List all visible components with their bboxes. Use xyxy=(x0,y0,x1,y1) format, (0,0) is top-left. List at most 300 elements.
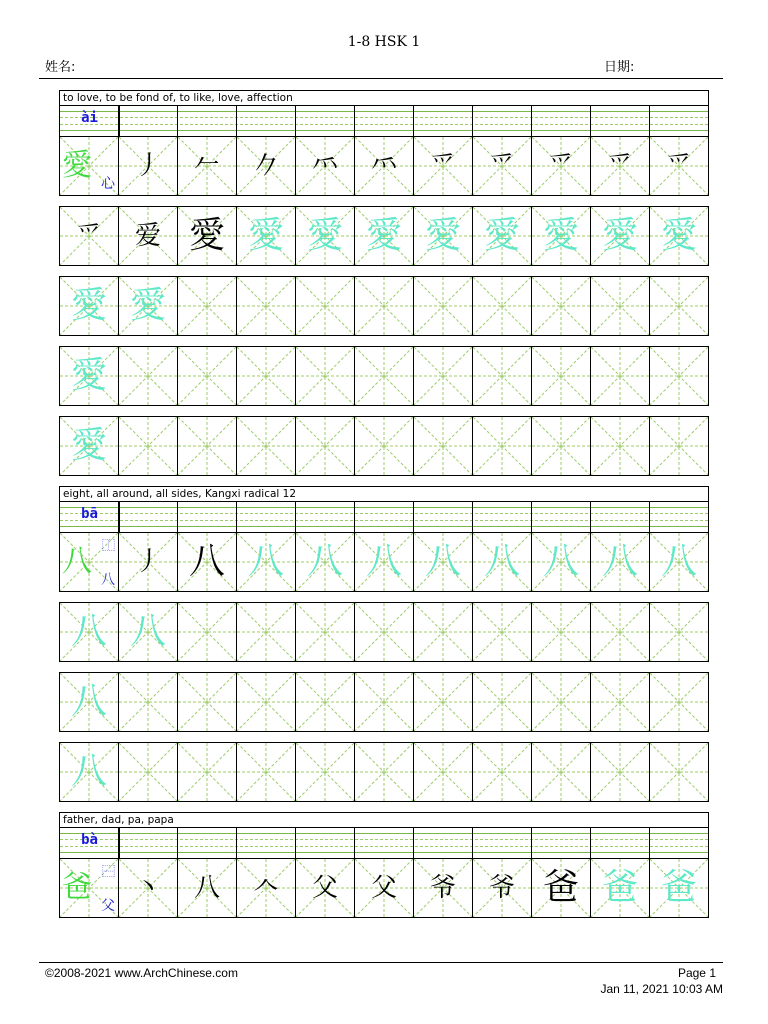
empty-practice-cell[interactable] xyxy=(355,417,414,475)
empty-practice-cell[interactable] xyxy=(119,673,178,731)
empty-practice-cell[interactable] xyxy=(296,603,355,661)
trace-character: 愛 xyxy=(424,215,461,256)
pinyin-text: bà xyxy=(81,832,98,848)
cell-guide-lines xyxy=(591,277,649,335)
footer-divider xyxy=(39,962,723,963)
empty-practice-cell[interactable] xyxy=(473,417,532,475)
empty-practice-cell[interactable] xyxy=(355,743,414,801)
character-cell xyxy=(119,859,178,917)
cell-guide-lines xyxy=(296,743,354,801)
cell-guide-lines xyxy=(119,743,177,801)
character-entry xyxy=(59,90,709,476)
empty-practice-cell[interactable] xyxy=(591,673,650,731)
empty-practice-cell[interactable] xyxy=(532,743,591,801)
pinyin-cell-divider xyxy=(531,502,532,532)
practice-row xyxy=(59,276,709,336)
cell-guide-lines xyxy=(591,603,649,661)
stroke-order-step: 爷 xyxy=(488,873,515,903)
structure-icon: ⿰ xyxy=(101,539,115,554)
cell-guide-lines xyxy=(178,603,236,661)
stroke-order-step: 𠆢 xyxy=(252,873,279,903)
radical-label: 父 xyxy=(101,898,115,914)
practice-row xyxy=(59,416,709,476)
cell-guide-lines xyxy=(296,673,354,731)
empty-practice-cell[interactable] xyxy=(591,277,650,335)
trace-character: 愛 xyxy=(542,215,579,256)
pinyin-cell-divider xyxy=(590,502,591,532)
pinyin-cell-divider xyxy=(295,502,296,532)
row-gap xyxy=(59,662,709,672)
empty-practice-cell[interactable] xyxy=(296,673,355,731)
pinyin-cell-divider xyxy=(472,502,473,532)
model-character: 愛 xyxy=(62,148,92,183)
row-gap xyxy=(59,196,709,206)
trace-character: 八 xyxy=(70,681,107,722)
character-cell xyxy=(237,533,296,591)
character-cell xyxy=(473,533,532,591)
cell-guide-lines xyxy=(355,277,413,335)
cell-guide-lines xyxy=(355,603,413,661)
cell-guide-lines xyxy=(237,417,295,475)
cell-guide-lines xyxy=(650,603,708,661)
stroke-order-step: 愛 xyxy=(188,215,225,256)
stroke-order-step: 𠂉 xyxy=(193,151,220,181)
empty-practice-cell[interactable] xyxy=(532,603,591,661)
empty-practice-cell[interactable] xyxy=(532,347,591,405)
trace-character: 八 xyxy=(247,541,284,582)
empty-practice-cell[interactable] xyxy=(119,347,178,405)
cell-guide-lines xyxy=(237,347,295,405)
character-cell xyxy=(60,859,119,917)
stroke-order-step: 爫 xyxy=(606,151,633,181)
character-cell xyxy=(355,533,414,591)
empty-practice-cell[interactable] xyxy=(119,417,178,475)
character-cell xyxy=(60,347,119,405)
pinyin-cell-divider xyxy=(413,502,414,532)
pinyin-cell-divider xyxy=(413,828,414,858)
empty-practice-cell[interactable] xyxy=(237,743,296,801)
character-cell xyxy=(591,859,650,917)
cell-guide-lines xyxy=(473,673,531,731)
pinyin-cell-divider xyxy=(472,106,473,136)
practice-row xyxy=(59,532,709,592)
empty-practice-cell[interactable] xyxy=(591,347,650,405)
date-label: 日期: xyxy=(604,60,635,75)
meaning-text: father, dad, pa, papa xyxy=(59,812,709,828)
cell-guide-lines xyxy=(178,673,236,731)
trace-character: 愛 xyxy=(306,215,343,256)
empty-practice-cell[interactable] xyxy=(650,743,708,801)
character-entry xyxy=(59,486,709,802)
character-cell xyxy=(178,207,237,265)
practice-row xyxy=(59,858,709,918)
row-gap xyxy=(59,336,709,346)
stroke-order-step: 爫 xyxy=(547,151,574,181)
empty-practice-cell[interactable] xyxy=(414,743,473,801)
character-cell xyxy=(591,533,650,591)
empty-practice-cell[interactable] xyxy=(532,277,591,335)
empty-practice-cell[interactable] xyxy=(650,347,708,405)
empty-practice-cell[interactable] xyxy=(532,673,591,731)
cell-guide-lines xyxy=(591,347,649,405)
meaning-text: eight, all around, all sides, Kangxi radical 12 xyxy=(59,486,709,502)
trace-character: 八 xyxy=(306,541,343,582)
cell-guide-lines xyxy=(473,417,531,475)
pinyin-guide-lines xyxy=(60,106,708,136)
character-cell xyxy=(591,207,650,265)
empty-practice-cell[interactable] xyxy=(355,277,414,335)
character-cell xyxy=(60,673,119,731)
empty-practice-cell[interactable] xyxy=(355,603,414,661)
cell-guide-lines xyxy=(237,277,295,335)
empty-practice-cell[interactable] xyxy=(178,417,237,475)
character-cell xyxy=(60,207,119,265)
empty-practice-cell[interactable] xyxy=(473,743,532,801)
empty-practice-cell[interactable] xyxy=(355,347,414,405)
empty-practice-cell[interactable] xyxy=(296,417,355,475)
trace-character: 八 xyxy=(424,541,461,582)
trace-character: 愛 xyxy=(483,215,520,256)
pinyin-cell xyxy=(60,828,120,858)
cell-guide-lines xyxy=(414,603,472,661)
pinyin-cell-divider xyxy=(236,502,237,532)
row-gap xyxy=(59,266,709,276)
pinyin-text: ài xyxy=(81,110,98,126)
trace-character: 愛 xyxy=(70,425,107,466)
row-gap xyxy=(59,732,709,742)
character-cell xyxy=(532,137,591,195)
pinyin-cell-divider xyxy=(295,828,296,858)
character-cell xyxy=(119,137,178,195)
empty-practice-cell[interactable] xyxy=(591,417,650,475)
character-entry xyxy=(59,812,709,918)
empty-practice-cell[interactable] xyxy=(237,277,296,335)
cell-guide-lines xyxy=(650,277,708,335)
trace-character: 愛 xyxy=(70,285,107,326)
empty-practice-cell[interactable] xyxy=(414,417,473,475)
trace-character: 愛 xyxy=(660,215,697,256)
stroke-order-step: 𠂊 xyxy=(252,151,279,181)
trace-character: 八 xyxy=(70,751,107,792)
empty-practice-cell[interactable] xyxy=(237,417,296,475)
character-cell xyxy=(178,859,237,917)
trace-character: 爸 xyxy=(660,867,697,908)
character-cell xyxy=(414,137,473,195)
cell-guide-lines xyxy=(355,417,413,475)
character-cell xyxy=(60,533,119,591)
character-cell xyxy=(60,137,119,195)
trace-character: 愛 xyxy=(601,215,638,256)
cell-guide-lines xyxy=(119,347,177,405)
cell-guide-lines xyxy=(355,743,413,801)
character-cell xyxy=(532,533,591,591)
trace-character: 八 xyxy=(70,611,107,652)
character-cell xyxy=(296,137,355,195)
stroke-order-step: 丿 xyxy=(134,151,161,181)
pinyin-row xyxy=(59,828,709,858)
character-cell xyxy=(414,207,473,265)
character-cell xyxy=(296,207,355,265)
pinyin-cell xyxy=(60,502,120,532)
character-cell xyxy=(532,207,591,265)
entry-gap xyxy=(59,802,709,812)
pinyin-cell-divider xyxy=(236,106,237,136)
cell-guide-lines xyxy=(296,347,354,405)
empty-practice-cell[interactable] xyxy=(473,673,532,731)
pinyin-dashed-line xyxy=(60,520,708,521)
empty-practice-cell[interactable] xyxy=(591,743,650,801)
model-character: 八 xyxy=(62,544,92,579)
empty-practice-cell[interactable] xyxy=(355,673,414,731)
trace-character: 愛 xyxy=(365,215,402,256)
trace-character: 愛 xyxy=(129,285,166,326)
cell-guide-lines xyxy=(414,347,472,405)
stroke-order-step: 爫 xyxy=(429,151,456,181)
pinyin-guide-lines xyxy=(60,502,708,532)
trace-character: 八 xyxy=(365,541,402,582)
cell-guide-lines xyxy=(296,417,354,475)
character-cell xyxy=(237,137,296,195)
header-divider xyxy=(39,78,723,79)
stroke-order-step: 爫 xyxy=(665,151,692,181)
cell-guide-lines xyxy=(650,673,708,731)
empty-practice-cell[interactable] xyxy=(650,603,708,661)
pinyin-cell-divider xyxy=(118,106,119,136)
cell-guide-lines xyxy=(532,743,590,801)
character-cell xyxy=(355,859,414,917)
cell-guide-lines xyxy=(650,417,708,475)
empty-practice-cell[interactable] xyxy=(473,603,532,661)
character-cell xyxy=(60,417,119,475)
empty-practice-cell[interactable] xyxy=(119,743,178,801)
cell-guide-lines xyxy=(532,277,590,335)
character-cell xyxy=(591,137,650,195)
cell-guide-lines xyxy=(473,743,531,801)
practice-row xyxy=(59,602,709,662)
character-cell xyxy=(237,859,296,917)
empty-practice-cell[interactable] xyxy=(237,347,296,405)
empty-practice-cell[interactable] xyxy=(178,277,237,335)
practice-row xyxy=(59,206,709,266)
stroke-order-step: 爱 xyxy=(134,221,161,251)
pinyin-row xyxy=(59,106,709,136)
character-cell xyxy=(60,743,119,801)
cell-guide-lines xyxy=(414,417,472,475)
character-cell xyxy=(296,859,355,917)
character-cell xyxy=(650,533,708,591)
character-cell xyxy=(473,859,532,917)
cell-guide-lines xyxy=(532,673,590,731)
cell-guide-lines xyxy=(532,347,590,405)
cell-guide-lines xyxy=(178,347,236,405)
pinyin-cell-divider xyxy=(649,828,650,858)
pinyin-cell-divider xyxy=(118,828,119,858)
pinyin-dashed-line xyxy=(60,513,708,514)
cell-guide-lines xyxy=(473,347,531,405)
empty-practice-cell[interactable] xyxy=(296,347,355,405)
pinyin-cell-divider xyxy=(649,502,650,532)
empty-practice-cell[interactable] xyxy=(178,743,237,801)
empty-practice-cell[interactable] xyxy=(591,603,650,661)
pinyin-cell-divider xyxy=(354,828,355,858)
empty-practice-cell[interactable] xyxy=(414,673,473,731)
trace-character: 八 xyxy=(129,611,166,652)
empty-practice-cell[interactable] xyxy=(296,743,355,801)
stroke-order-step: 爷 xyxy=(429,873,456,903)
character-cell xyxy=(119,277,178,335)
practice-row xyxy=(59,672,709,732)
name-label: 姓名: xyxy=(45,60,76,75)
character-cell xyxy=(355,137,414,195)
character-cell xyxy=(414,533,473,591)
empty-practice-cell[interactable] xyxy=(650,277,708,335)
cell-guide-lines xyxy=(591,417,649,475)
stroke-order-step: 爫 xyxy=(75,221,102,251)
cell-guide-lines xyxy=(532,603,590,661)
trace-character: 愛 xyxy=(247,215,284,256)
pinyin-cell-divider xyxy=(413,106,414,136)
empty-practice-cell[interactable] xyxy=(414,603,473,661)
pinyin-dashed-line xyxy=(60,117,708,118)
character-cell xyxy=(650,859,708,917)
character-cell xyxy=(237,207,296,265)
trace-character: 爸 xyxy=(601,867,638,908)
pinyin-cell-divider xyxy=(118,502,119,532)
cell-guide-lines xyxy=(178,417,236,475)
model-character: 爸 xyxy=(62,870,92,905)
empty-practice-cell[interactable] xyxy=(650,417,708,475)
empty-practice-cell[interactable] xyxy=(178,673,237,731)
cell-guide-lines xyxy=(414,673,472,731)
cell-guide-lines xyxy=(414,743,472,801)
character-cell xyxy=(473,207,532,265)
row-gap xyxy=(59,592,709,602)
empty-practice-cell[interactable] xyxy=(414,277,473,335)
pinyin-cell-divider xyxy=(177,106,178,136)
cell-guide-lines xyxy=(414,277,472,335)
entry-gap xyxy=(59,476,709,486)
cell-guide-lines xyxy=(355,673,413,731)
print-timestamp: Jan 11, 2021 10:03 AM xyxy=(600,982,723,996)
stroke-order-step: 爫 xyxy=(488,151,515,181)
structure-icon: ⿱ xyxy=(101,865,115,880)
empty-practice-cell[interactable] xyxy=(296,277,355,335)
character-cell xyxy=(119,207,178,265)
pinyin-cell-divider xyxy=(177,502,178,532)
empty-practice-cell[interactable] xyxy=(178,347,237,405)
character-cell xyxy=(178,533,237,591)
pinyin-dashed-line xyxy=(60,846,708,847)
pinyin-dashed-line xyxy=(60,124,708,125)
character-cell xyxy=(473,137,532,195)
pinyin-cell-divider xyxy=(531,828,532,858)
page-title: 1-8 HSK 1 xyxy=(347,34,421,50)
pinyin-cell-divider xyxy=(354,502,355,532)
character-cell xyxy=(178,137,237,195)
character-cell xyxy=(119,603,178,661)
cell-guide-lines xyxy=(237,673,295,731)
cell-guide-lines xyxy=(296,277,354,335)
stroke-order-step: 八 xyxy=(193,873,220,903)
pinyin-cell xyxy=(60,106,120,136)
empty-practice-cell[interactable] xyxy=(237,673,296,731)
character-cell xyxy=(414,859,473,917)
cell-guide-lines xyxy=(532,417,590,475)
cell-guide-lines xyxy=(591,673,649,731)
cell-guide-lines xyxy=(473,277,531,335)
page-number: Page 1 xyxy=(677,966,716,980)
cell-guide-lines xyxy=(473,603,531,661)
stroke-order-step: 父 xyxy=(311,873,338,903)
empty-practice-cell[interactable] xyxy=(414,347,473,405)
trace-character: 八 xyxy=(660,541,697,582)
pinyin-guide-lines xyxy=(60,828,708,858)
pinyin-cell-divider xyxy=(177,828,178,858)
trace-character: 愛 xyxy=(70,355,107,396)
character-cell xyxy=(60,277,119,335)
cell-guide-lines xyxy=(355,347,413,405)
pinyin-text: bā xyxy=(81,506,98,522)
cell-guide-lines xyxy=(591,743,649,801)
pinyin-cell-divider xyxy=(590,828,591,858)
cell-guide-lines xyxy=(178,277,236,335)
character-cell xyxy=(650,137,708,195)
cell-guide-lines xyxy=(650,743,708,801)
cell-guide-lines xyxy=(650,347,708,405)
cell-guide-lines xyxy=(178,743,236,801)
character-cell xyxy=(650,207,708,265)
empty-practice-cell[interactable] xyxy=(473,347,532,405)
trace-character: 八 xyxy=(542,541,579,582)
character-cell xyxy=(119,533,178,591)
practice-row xyxy=(59,346,709,406)
stroke-order-step: ⺤ xyxy=(370,151,397,181)
empty-practice-cell[interactable] xyxy=(473,277,532,335)
pinyin-cell-divider xyxy=(590,106,591,136)
empty-practice-cell[interactable] xyxy=(650,673,708,731)
practice-sheet xyxy=(59,90,709,918)
cell-guide-lines xyxy=(237,603,295,661)
pinyin-cell-divider xyxy=(354,106,355,136)
cell-guide-lines xyxy=(296,603,354,661)
stroke-order-step: 父 xyxy=(370,873,397,903)
stroke-order-step: ⺤ xyxy=(311,151,338,181)
radical-label: 心 xyxy=(101,176,115,192)
practice-row xyxy=(59,742,709,802)
pinyin-cell-divider xyxy=(472,828,473,858)
empty-practice-cell[interactable] xyxy=(237,603,296,661)
stroke-order-step: 丿 xyxy=(134,547,161,577)
pinyin-cell-divider xyxy=(295,106,296,136)
character-cell xyxy=(296,533,355,591)
cell-guide-lines xyxy=(119,673,177,731)
pinyin-cell-divider xyxy=(531,106,532,136)
pinyin-cell-divider xyxy=(236,828,237,858)
cell-guide-lines xyxy=(119,417,177,475)
row-gap xyxy=(59,406,709,416)
character-cell xyxy=(532,859,591,917)
practice-row xyxy=(59,136,709,196)
character-cell xyxy=(60,603,119,661)
stroke-order-step: 丶 xyxy=(134,873,161,903)
character-cell xyxy=(355,207,414,265)
radical-label: 八 xyxy=(101,572,115,588)
pinyin-dashed-line xyxy=(60,839,708,840)
empty-practice-cell[interactable] xyxy=(532,417,591,475)
cell-guide-lines xyxy=(237,743,295,801)
empty-practice-cell[interactable] xyxy=(178,603,237,661)
pinyin-row xyxy=(59,502,709,532)
